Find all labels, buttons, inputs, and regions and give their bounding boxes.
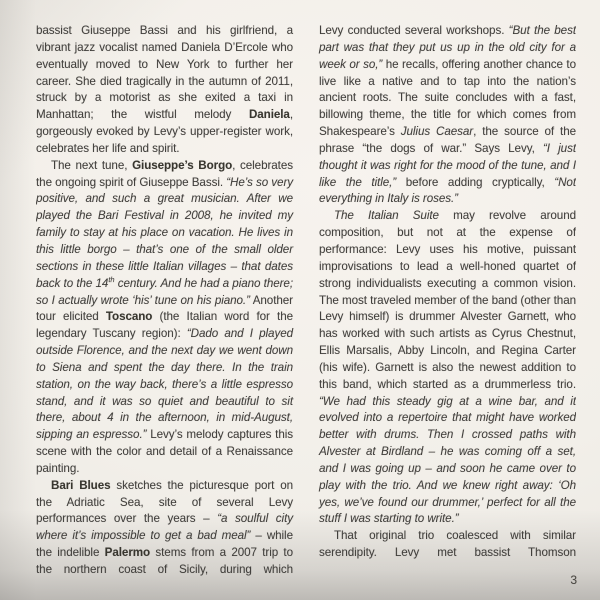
- text-segment: Julius Caesar: [400, 125, 474, 139]
- text-segment: , celebrates the ongoing spirit of Giuseppe Bassi.: [36, 158, 293, 189]
- paragraph: [319, 23, 576, 208]
- text-column-right: [319, 23, 576, 589]
- text-segment: “Not everything in Italy is roses.”: [319, 175, 576, 206]
- text-columns: [36, 23, 576, 589]
- text-segment: The next tune,: [51, 158, 133, 172]
- text-segment: “I just thought it was right for the mood of the tune, and I like the title,”: [319, 141, 576, 189]
- text-segment: before adding cryptically,: [396, 175, 555, 189]
- paragraph: [319, 528, 576, 562]
- paragraph: [36, 158, 293, 478]
- text-segment: stems from a 2007 trip to the northern coast of Sicily, during which: [36, 546, 294, 576]
- text-segment: Levy’s melody captures this scene with the color and detail of a Renaissance painting.: [36, 428, 293, 475]
- text-segment: “a soulful city where it’s impossible to get a bad meal”: [36, 512, 294, 543]
- text-segment: bassist Giuseppe Bassi and his girlfriend, a vibrant jazz vocalist named Daniela D’Ercole who eventually moved to New York to further her career. She died tragically in the autumn of 2011, struck by a motorist as she exited a taxi in Manhattan; the wistful melody: [36, 24, 293, 122]
- page-number: 3: [570, 573, 577, 587]
- text-segment: Another tour elicited: [36, 293, 293, 324]
- text-segment: sketches the picturesque port on the Adriatic Sea, site of several Levy performances over the years –: [36, 478, 293, 526]
- text-segment: (the Italian word for the legendary Tuscany region):: [36, 310, 293, 341]
- text-segment: Bari Blues: [51, 478, 111, 492]
- text-segment: – while the indelible: [36, 529, 293, 560]
- text-column-left: [36, 23, 293, 589]
- text-segment: Daniela: [248, 108, 290, 122]
- text-segment: may revolve around composition, but not at the expense of performance: Levy uses his motive, puissant improvisations to lead a well-honed quartet of strong individualists executing a common vision. The most traveled member of the band (other than Levy himself) is drummer Alvester Garnett, who has worked with such artists as Cyrus Chestnut, Ellis Marsalis, Abby Lincoln, and Regina Carter (his wife). Garnett is also the newest addition to this band, which started as a drummerless trio.: [319, 209, 576, 391]
- paragraph: [36, 23, 293, 158]
- text-segment: That original trio coalesced with similar serendipity. Levy met bassist Thomson: [319, 529, 576, 560]
- text-segment: th: [108, 274, 115, 284]
- text-segment: , the source of the phrase “the dogs of war.” Says Levy,: [319, 125, 576, 155]
- text-segment: Giuseppe’s Borgo: [132, 158, 233, 172]
- text-segment: he recalls, offering another chance to live like a native and to tap into the nation’s ancient roots. The suite concludes with a fast, billowing theme, the title for which comes from Shakespeare’s: [319, 57, 576, 139]
- paragraph: [36, 478, 293, 579]
- text-segment: Palermo: [104, 546, 151, 560]
- text-segment: “He’s so very positive, and such a great musician. After we played the Bari Festival in 2008, he invited my family to stay at his place on vacation. He lives in this little borgo – that’s one of the small older sections in these little Italian villages – that dates back to the 14: [36, 175, 293, 290]
- text-segment: Levy conducted several workshops.: [319, 24, 509, 37]
- text-segment: The Italian Suite: [334, 209, 439, 223]
- text-segment: “Dado and I played outside Florence, and the next day we went down to Siena and spent the day there. In the train station, on the way back, there’s a little espresso stand, and it was so quiet and beautiful to sit there, about 4 in the afternoon, in mid-August, sipping an espresso.”: [36, 327, 293, 442]
- text-segment: Toscano: [105, 310, 153, 324]
- text-segment: , gorgeously evoked by Levy’s upper-register work, celebrates her life and spirit.: [36, 108, 293, 155]
- text-segment: “But the best part was that they put us up in the old city for a week or so,”: [319, 24, 576, 71]
- text-segment: “We had this steady gig at a wine bar, and it evolved into a repertoire that might have worked better with drums. Then I crossed paths with Alvester at Birdland – he was coming off a set, and I was going up – and soon he came over to play with the trio. And we knew right away: ‘Oh yes, we’ve found our drummer,’ perfect for all the stuff I was starting to write.”: [319, 394, 576, 526]
- paragraph: [319, 208, 576, 528]
- text-segment: century. And he had a piano there; so I actually wrote ‘his’ tune on his piano.”: [36, 276, 293, 307]
